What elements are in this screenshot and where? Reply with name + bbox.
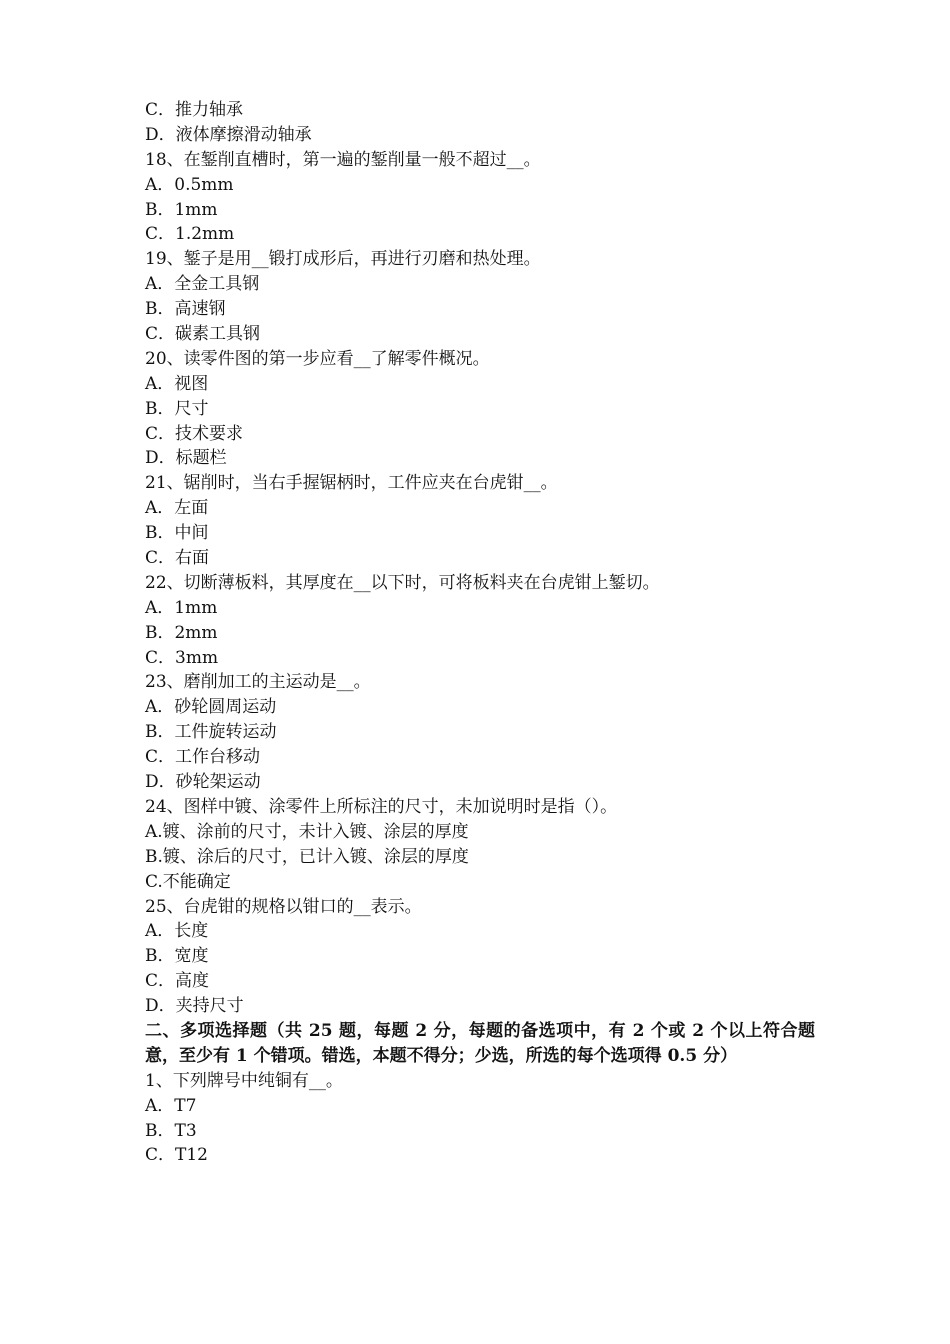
text-line: A．T7: [145, 1095, 197, 1116]
text-line: 19、錾子是用__锻打成形后，再进行刃磨和热处理。: [145, 249, 541, 270]
text-line: B．1mm: [145, 199, 218, 220]
text-line: 21、锯削时，当右手握锯柄时，工件应夹在台虎钳__。: [145, 473, 558, 494]
text-line: B．高速钢: [145, 299, 226, 320]
section-heading-multiple-choice: 二、多项选择题（共 25 题，每题 2 分，每题的备选项中，有 2 个或 2 个以上符合题意，至少有 1 个错项。错选，本题不得分；少选，所选的每个选项得 0.5 分）: [145, 1020, 815, 1066]
question-list-multiple-choice: [145, 1069, 815, 1169]
text-line: 18、在錾削直槽时，第一遍的錾削量一般不超过__。: [145, 149, 541, 170]
text-line: B.镀、涂后的尺寸，已计入镀、涂层的厚度: [145, 846, 469, 867]
text-line: C．技术要求: [145, 423, 244, 444]
text-line: 23、磨削加工的主运动是__。: [145, 672, 371, 693]
text-line: D．砂轮架运动: [145, 772, 261, 793]
text-line: C．碳素工具钢: [145, 324, 261, 345]
text-line: B．2mm: [145, 622, 218, 643]
text-line: A．长度: [145, 921, 209, 942]
text-line: A．全金工具钢: [145, 274, 260, 295]
text-line: B．宽度: [145, 946, 209, 967]
text-line: C．高度: [145, 971, 210, 992]
text-line: A．0.5mm: [145, 174, 234, 195]
text-line: 1、下列牌号中纯铜有__。: [145, 1070, 343, 1091]
text-line: 20、读零件图的第一步应看__了解零件概况。: [145, 348, 490, 369]
text-line: A．左面: [145, 498, 209, 519]
question-list-single-choice: [145, 98, 815, 1019]
text-line: C．3mm: [145, 647, 219, 668]
text-line: C．右面: [145, 548, 210, 569]
document-page: [145, 98, 815, 1168]
text-line: A.镀、涂前的尺寸，未计入镀、涂层的厚度: [145, 821, 469, 842]
text-line: D．标题栏: [145, 448, 227, 469]
text-line: B．中间: [145, 523, 209, 544]
text-line: B．尺寸: [145, 398, 209, 419]
text-line: C．推力轴承: [145, 100, 244, 120]
text-line: B．工件旋转运动: [145, 722, 277, 743]
text-line: 24、图样中镀、涂零件上所标注的尺寸，未加说明时是指（）。: [145, 796, 618, 817]
text-line: B．T3: [145, 1120, 197, 1141]
text-line: C．T12: [145, 1145, 208, 1166]
text-line: 25、台虎钳的规格以钳口的__表示。: [145, 896, 422, 917]
text-line: C.不能确定: [145, 871, 231, 892]
text-line: D．液体摩擦滑动轴承: [145, 124, 312, 145]
text-line: A．砂轮圆周运动: [145, 697, 277, 718]
text-line: D．夹持尺寸: [145, 996, 244, 1017]
text-line: 22、切断薄板料，其厚度在__以下时，可将板料夹在台虎钳上錾切。: [145, 572, 660, 593]
text-line: A．视图: [145, 373, 209, 394]
text-line: A．1mm: [145, 597, 218, 618]
text-line: C．工作台移动: [145, 747, 261, 768]
text-line: C．1.2mm: [145, 224, 235, 245]
